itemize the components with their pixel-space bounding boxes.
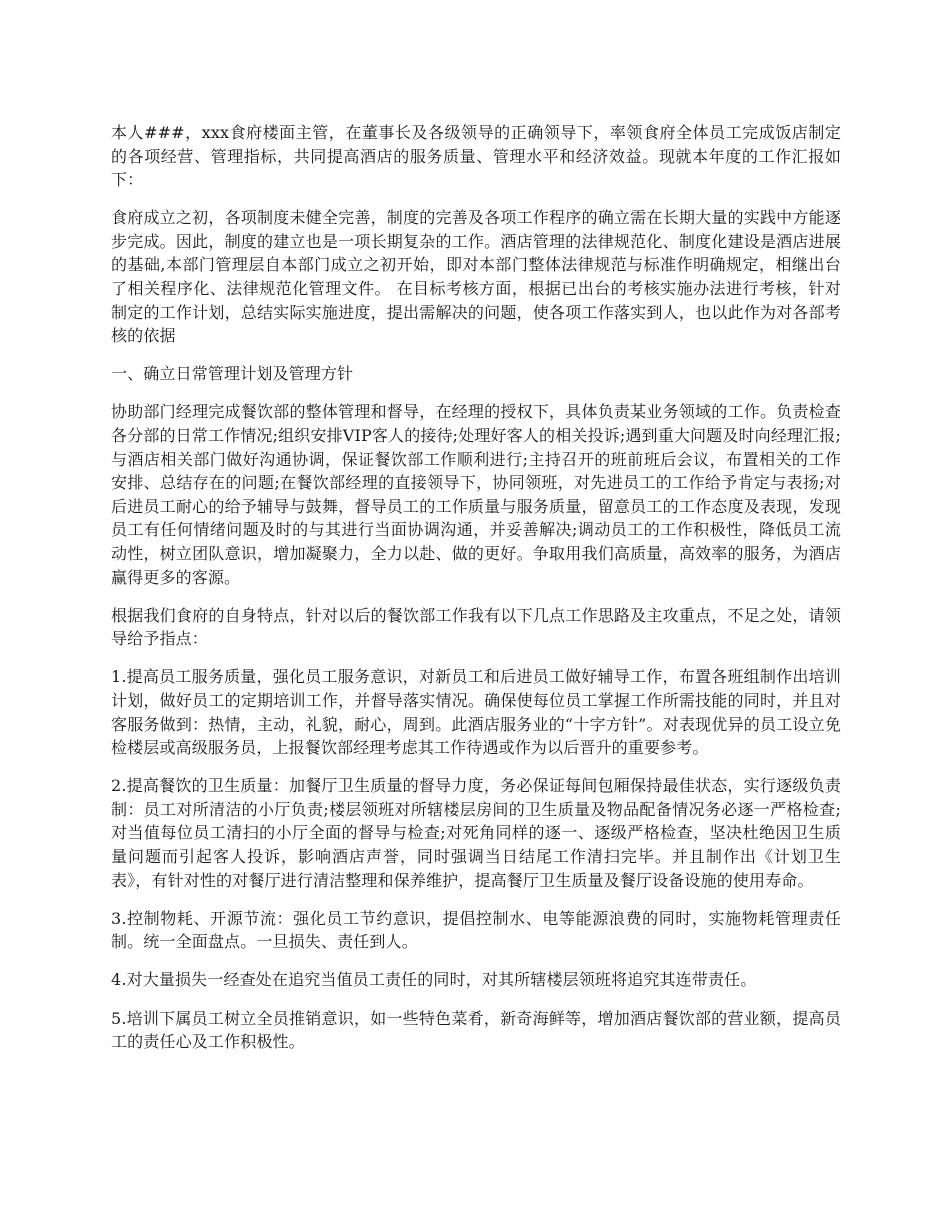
point-2-paragraph: 2.提高餐饮的卫生质量：加餐厅卫生质量的督导力度，务必保证每间包厢保持最佳状态，实行逐级负责制：员工对所清洁的小厅负责;楼层领班对所辖楼层房间的卫生质量及物品配备情况务必逐一严格检查;对当值每位员工清扫的小厅全面的督导与检查;对死角同样的逐一、逐级严格检查，坚决杜绝因卫生质量问题而引起客人投诉，影响酒店声誉，同时强调当日结尾工作清扫完毕。并且制作出《计划卫生表》，有针对性的对餐厅进行清洁整理和保养维护，提高餐厅卫生质量及餐厅设备设施的使用寿命。 — [111, 776, 841, 890]
point-3-paragraph: 3.控制物耗、开源节流：强化员工节约意识，提倡控制水、电等能源浪费的同时，实施物耗管理责任制。统一全面盘点。一旦损失、责任到人。 — [111, 908, 841, 952]
intro-paragraph: 本人###，xxx食府楼面主管，在董事长及各级领导的正确领导下，率领食府全体员工完成饭店制定的各项经营、管理指标，共同提高酒店的服务质量、管理水平和经济效益。现就本年度的工作汇报如下： — [111, 123, 841, 190]
section-heading: 一、确立日常管理计划及管理方针 — [111, 364, 354, 384]
plan-intro-paragraph: 根据我们食府的自身特点，针对以后的餐饮部工作我有以下几点工作思路及主攻重点，不足之处，请领导给予指点： — [111, 605, 841, 649]
background-paragraph: 食府成立之初，各项制度未健全完善，制度的完善及各项工作程序的确立需在长期大量的实践中方能逐步完成。因此，制度的建立也是一项长期复杂的工作。酒店管理的法律规范化、制度化建设是酒店进展的基础,本部门管理层自本部门成立之初开始，即对本部门整体法律规范与标准作明确规定，相继出台了相关程序化、法律规范化管理文件。 在目标考核方面，根据已出台的考核实施办法进行考核，针对制定的工作计划，总结实际实施进度，提出需解决的问题，使各项工作落实到人，也以此作为对各部考核的依据 — [111, 208, 841, 346]
duties-paragraph: 协助部门经理完成餐饮部的整体管理和督导，在经理的授权下，具体负责某业务领域的工作。负责检查各分部的日常工作情况;组织安排VIP客人的接待;处理好客人的相关投诉;遇到重大问题及时向经理汇报;与酒店相关部门做好沟通协调，保证餐饮部工作顺利进行;主持召开的班前班后会议，布置相关的工作安排、总结存在的问题;在餐饮部经理的直接领导下，协同领班，对先进员工的工作给予肯定与表扬;对后进员工耐心的给予辅导与鼓舞，督导员工的工作质量与服务质量，留意员工的工作态度及表现，发现员工有任何情绪问题及时的与其进行当面协调沟通，并妥善解决;调动员工的工作积极性，降低员工流动性，树立团队意识，增加凝聚力，全力以赴、做的更好。争取用我们高质量，高效率的服务，为酒店赢得更多的客源。 — [111, 402, 841, 587]
point-1-paragraph: 1.提高员工服务质量，强化员工服务意识，对新员工和后进员工做好辅导工作，布置各班组制作出培训计划，做好员工的定期培训工作，并督导落实情况。确保使每位员工掌握工作所需技能的同时，并且对客服务做到：热情，主动，礼貌，耐心，周到。此酒店服务业的“十字方针”。对表现优异的员工设立免检楼层或高级服务员，上报餐饮部经理考虑其工作待遇或作为以后晋升的重要参考。 — [111, 667, 841, 758]
point-5-paragraph: 5.培训下属员工树立全员推销意识，如一些特色菜肴，新奇海鲜等，增加酒店餐饮部的营业额，提高员工的责任心及工作积极性。 — [111, 1008, 841, 1052]
point-4-paragraph: 4.对大量损失一经查处在追究当值员工责任的同时，对其所辖楼层领班将追究其连带责任。 — [111, 970, 757, 990]
document-body — [111, 121, 841, 1068]
